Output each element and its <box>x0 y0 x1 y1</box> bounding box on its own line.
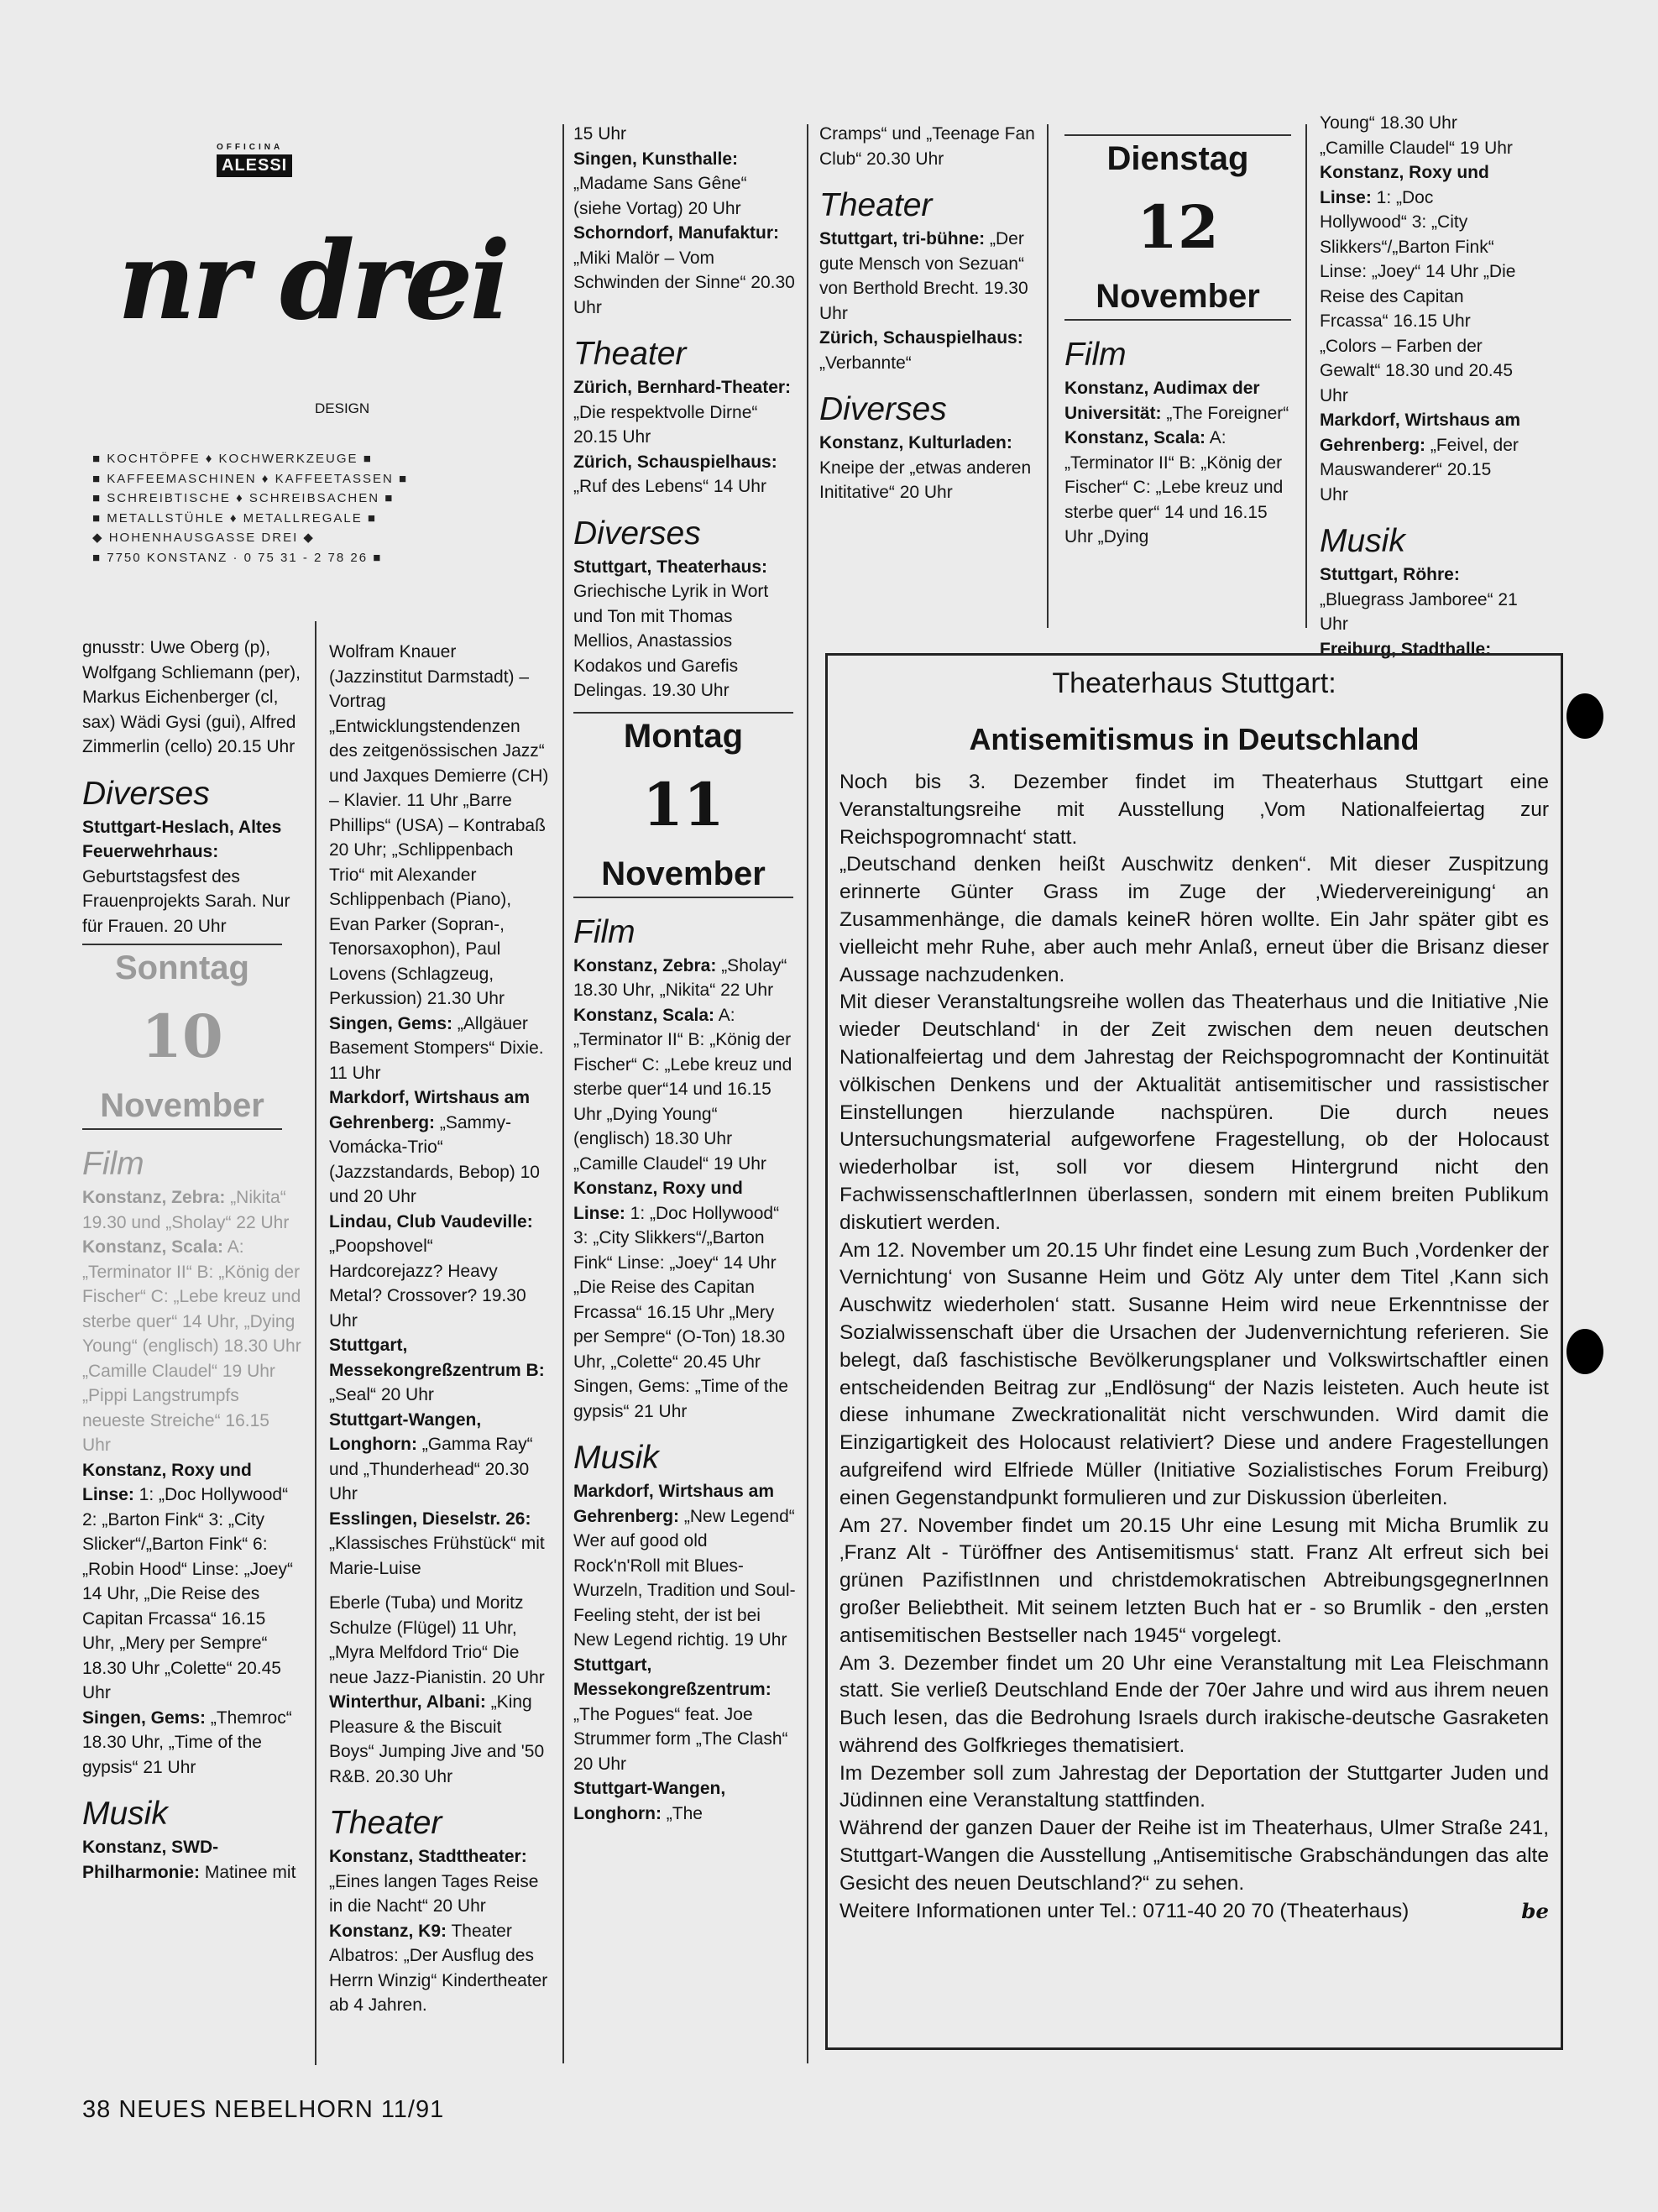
event-text: Geburtstagsfest des Frauenprojekts Sarah. Nur für Frauen. 20 Uhr <box>82 866 290 936</box>
column-divider <box>315 621 316 2065</box>
event-text: „The Pogues“ feat. Joe Strummer form „The Clash“ 20 Uhr <box>573 1704 788 1774</box>
venue-name: Lindau, Club Vaudeville: <box>329 1211 533 1232</box>
article-signature: be <box>1521 1898 1549 1923</box>
column-divider <box>1047 124 1049 628</box>
event-entry <box>819 326 1039 375</box>
event-text: „Miki Malör – Vom Schwinden der Sinne“ 20.30 Uhr <box>573 248 795 317</box>
event-text: Griechische Lyrik in Wort und Ton mit Thomas Mellios, Anastassios Kodakos und Garefis Delingas. 19.30 Uhr <box>573 582 769 700</box>
day-rule <box>1064 319 1291 321</box>
venue-name: Konstanz, K9: <box>329 1921 447 1941</box>
venue-name: Stuttgart, Röhre: <box>1320 565 1460 584</box>
event-entry <box>82 1458 302 1706</box>
day-rule <box>82 944 282 945</box>
alessi-logo: ALESSI <box>217 154 292 177</box>
event-entry <box>573 555 796 703</box>
event-entry <box>1064 426 1291 550</box>
event-text: Theater Albatros: „Der Ausflug des Herrn Winzig“ Kindertheater ab 4 Jahren. <box>329 1921 548 2015</box>
section-heading-film: Film <box>82 1146 144 1182</box>
event-entry <box>573 221 796 320</box>
column-divider <box>562 124 564 2063</box>
venue-name: Stuttgart, Messekongreßzentrum: <box>573 1655 771 1699</box>
event-text: „Seal“ 20 Uhr <box>329 1385 434 1404</box>
event-entry <box>329 1085 549 1210</box>
month: November <box>601 855 766 892</box>
venue-name: Konstanz, Scala: <box>573 1005 715 1025</box>
day-rule <box>82 1128 282 1130</box>
article-body <box>828 769 1561 1925</box>
article-title: Antisemitismus in Deutschland <box>969 722 1420 756</box>
section-heading-diverses: Diverses <box>82 775 210 812</box>
event-text: 15 Uhr <box>573 124 627 144</box>
ad-line: ■ KOCHTÖPFE ♦ KOCHWERKZEUGE ■ <box>92 452 373 466</box>
article-paragraph: Während der ganzen Dauer der Reihe ist im Theaterhaus, Ulmer Straße 241, Stuttgart-Wangen die Ausstellung „Antisemitische Grabschändungen das alte Gesicht des neuen Deutschland?“ zu sehen. <box>839 1817 1549 1895</box>
punch-hole-mark <box>1566 1329 1603 1374</box>
event-entry <box>329 1210 549 1334</box>
event-entry <box>819 227 1039 326</box>
venue-name: Singen, Kunsthalle: <box>573 149 739 169</box>
event-text: „Feivel, der Mauswanderer“ 20.15 Uhr <box>1320 435 1519 505</box>
event-entry <box>82 1185 302 1235</box>
event-entry <box>573 1776 796 1826</box>
event-entry <box>329 1919 549 2018</box>
event-entry <box>82 1835 302 1885</box>
event-text: „Ruf des Lebens“ 14 Uhr <box>573 477 766 496</box>
article-paragraph: Im Dezember soll zum Jahrestag der Deportation der Stuttgarter Juden und Jüdinnen eine Veranstaltung stattfinden. <box>839 1761 1549 1812</box>
event-text: „Gamma Ray“ und „Thunderhead“ 20.30 Uhr <box>329 1435 533 1503</box>
event-text: „Madame Sans Gêne“ (siehe Vortag) 20 Uhr <box>573 174 747 218</box>
event-entry <box>82 815 302 939</box>
page-footer: 38 NEUES NEBELHORN 11/91 <box>82 2096 445 2123</box>
day-header-montag <box>573 714 793 897</box>
article-paragraph: Am 27. November findet um 20.15 Uhr eine Lesung mit Micha Brumlik zu ‚Franz Alt - Türöffner des Antisemitismus‘ statt. Franz Alt erfreut sich bei grünen PazifistInnen und christdemokratischen AbtreibungsgegnerInnen großer Beliebtheit. Mit seinem letzten Buch hat er - so Brumlik - den „ersten antisemitischen Bestseller nach 1945“ vorgelegt. <box>839 1514 1549 1647</box>
event-entry <box>329 1012 549 1086</box>
section-heading-musik: Musik <box>573 1440 659 1476</box>
event-text: „Eines langen Tages Reise in die Nacht“ 20 Uhr <box>329 1871 539 1916</box>
venue-name: Markdorf, Wirtshaus am Gehrenberg: <box>329 1088 531 1132</box>
event-text: Young“ 18.30 Uhr „Camille Claudel“ 19 Uhr <box>1320 113 1513 158</box>
event-text: „Klassisches Frühstück“ mit Marie-Luise <box>329 1534 545 1578</box>
event-text: „Nikita“ 19.30 und „Sholay“ 22 Uhr <box>82 1188 290 1232</box>
section-heading-diverses: Diverses <box>819 391 947 427</box>
venue-name: Konstanz, Roxy und Linse: <box>82 1460 252 1504</box>
venue-name: Stuttgart-Wangen, Longhorn: <box>573 1779 726 1823</box>
venue-name: Konstanz, Scala: <box>1064 428 1206 447</box>
venue-name: Winterthur, Albani: <box>329 1692 486 1712</box>
venue-name: Konstanz, Kulturladen: <box>819 433 1012 452</box>
venue-name: Konstanz, Stadttheater: <box>329 1847 527 1866</box>
weekday: Sonntag <box>115 949 249 986</box>
event-entry <box>573 954 796 1003</box>
venue-name: Zürich, Schauspielhaus: <box>819 328 1023 348</box>
event-text: 1: „Doc Hollywood“ 3: „City Slikkers“/„Barton Fink“ Linse: „Joey“ 14 Uhr „Die Reise des Capitan Frcassa“ 16.15 Uhr „Mery per Sempre“ (O-Ton) 18.30 Uhr, „Colette“ 20.45 Uhr Singen, Gems: „Time of the gypsis“ 21 Uhr <box>573 1203 788 1421</box>
venue-name: Konstanz, Audimax der Universität: <box>1064 379 1260 423</box>
event-text: 1: „Doc Hollywood“ 2: „Barton Fink“ 3: „City Slicker“/„Barton Fink“ 6: „Robin Hood“ Linse: „Joey“ 14 Uhr, „Die Reise des Capitan Frcassa“ 16.15 Uhr, „Mery per Sempre“ 18.30 Uhr „Colette“ 20.45 Uhr <box>82 1485 293 1702</box>
article-kicker: Theaterhaus Stuttgart: <box>1052 667 1336 699</box>
article-paragraph: Noch bis 3. Dezember findet im Theaterhaus Stuttgart eine Veranstaltungsreihe mit Ausstellung ‚Vom Nationalfeiertag zur Reichspogromnacht‘ statt. <box>839 771 1549 849</box>
event-text: „Bluegrass Jamboree“ 21 Uhr <box>1320 589 1518 634</box>
event-entry <box>1064 376 1291 426</box>
ad-line: ■ KAFFEEMASCHINEN ♦ KAFFEETASSEN ■ <box>92 471 409 486</box>
venue-name: Konstanz, Zebra: <box>82 1188 226 1207</box>
section-heading-musik: Musik <box>82 1796 168 1832</box>
event-text: A: „Terminator II“ B: „König der Fischer“ C: „Lebe kreuz und sterbe quer“ 14 und 16.15 Uhr „Dying <box>1064 428 1284 546</box>
column-5 <box>1064 134 1291 550</box>
day-header-sonntag <box>82 945 282 1128</box>
venue-name: Stuttgart, tri-bühne: <box>819 229 986 248</box>
article-paragraph: Am 12. November um 20.15 Uhr findet eine Lesung zum Buch ‚Vordenker der Vernichtung‘ von Susanne Heim und Götz Aly unter dem Titel ‚Kann sich Auschwitz wiederholen‘ statt. Susanne Heim wird neue Erkenntnisse der Sozialwissenschaft über die Ursachen der Judenvernichtung referieren. Sie belegt, daß faschistische Bevölkerungsplaner und Volkswirtschaftler einen entscheidenden Beitrag zur „Endlösung“ der Nazis leisteten. Auch heute ist diese inhumane Zweckrationalität nicht verschwunden. Wird damit die Einzigartigkeit des Holocaust relativiert? Diese und andere Fragestellungen aufgreifend wird Elfriede Müller (Initiative Sozialistisches Forum Freiburg) einen Gegenstandpunkt formulieren und zur Diskussion überleiten. <box>839 1238 1549 1509</box>
event-text: „King Pleasure & the Biscuit Boys“ Jumping Jive and '50 R&B. 20.30 Uhr <box>329 1692 545 1786</box>
venue-name: Stuttgart-Wangen, Longhorn: <box>329 1409 482 1454</box>
section-heading-musik: Musik <box>1320 523 1405 559</box>
section-heading-theater: Theater <box>573 336 687 372</box>
column-divider <box>807 124 808 2063</box>
column-3 <box>573 122 796 1826</box>
venue-name: Zürich, Bernhard-Theater: <box>573 378 792 397</box>
event-text: Kneipe der „etwas anderen Inititative“ 20 Uhr <box>819 458 1032 502</box>
venue-name: Singen, Gems: <box>82 1707 207 1728</box>
venue-name: Stuttgart, Theaterhaus: <box>573 557 768 577</box>
day-number: 11 <box>642 769 724 839</box>
ad-line: ■ METALLSTÜHLE ♦ METALLREGALE ■ <box>92 510 377 526</box>
ad-list <box>92 449 408 567</box>
event-entry <box>819 431 1039 505</box>
day-number: 10 <box>141 1001 223 1071</box>
venue-name: Zürich, Schauspielhaus: <box>573 452 777 472</box>
venue-name: Schorndorf, Manufaktur: <box>573 223 779 243</box>
section-heading-theater: Theater <box>329 1805 442 1841</box>
event-text: Matinee mit <box>200 1862 296 1882</box>
event-text: „The Foreigner“ <box>1161 403 1289 423</box>
event-text: 1: „Doc Hollywood“ 3: „City Slikkers“/„Barton Fink“ Linse: „Joey“ 14 Uhr „Die Reise des Capitan Frcassa“ 16.15 Uhr „Colors – Farben der Gewalt“ 18.30 und 20.45 Uhr <box>1320 187 1516 405</box>
event-text: „Sholay“ 18.30 Uhr, „Nikita“ 22 Uhr <box>573 955 787 1000</box>
event-entry <box>573 1479 796 1653</box>
month: November <box>1096 278 1260 315</box>
event-text: Wolfram Knauer (Jazzinstitut Darmstadt) – Vortrag „Entwicklungstendenzen des zeitgenössischen Jazz“ und Jaxques Demierre (CH) – Klavier. 11 Uhr „Barre Phillips“ (USA) – Kontrabaß 20 Uhr; „Schlippenbach Trio“ mit Alexander Schlippenbach (Piano), Evan Parker (Sopran-, Tenorsaxophon), Paul Lovens (Schlagzeug, Perkussion) 21.30 Uhr <box>329 642 549 1008</box>
column-6 <box>1320 111 1521 662</box>
event-entry <box>573 375 796 450</box>
venue-name: Singen, Gems: <box>329 1013 453 1033</box>
day-rule <box>573 897 793 898</box>
venue-name: Konstanz, SWD-Philharmonie: <box>82 1838 219 1882</box>
venue-name: Markdorf, Wirtshaus am Gehrenberg: <box>1320 411 1521 455</box>
event-text: „The <box>661 1803 703 1823</box>
event-entry <box>329 1507 549 1582</box>
ad-line: ■ 7750 KONSTANZ · 0 75 31 - 2 78 26 ■ <box>92 550 383 565</box>
venue-name: Konstanz, Scala: <box>82 1237 224 1257</box>
event-text: „Die respektvolle Dirne“ 20.15 Uhr <box>573 402 758 447</box>
event-entry <box>573 1653 796 1777</box>
section-heading-theater: Theater <box>819 187 933 223</box>
ad-line: ■ SCHREIBTISCHE ♦ SCHREIBSACHEN ■ <box>92 491 395 505</box>
event-text: „Poopshovel“ Hardcorejazz? Heavy Metal? Crossover? 19.30 Uhr <box>329 1237 526 1331</box>
day-number: 12 <box>1137 192 1219 262</box>
article-paragraph: „Deutschand denken heißt Auschwitz denken“. Mit dieser Zuspitzung erinnerte Günter Grass im Zuge der ‚Wiedervereinigung‘ an Zusammenhänge, die damals keineR hören wollte. Ein Jahr später gibt es vielleicht mehr Ruhe, aber auch mehr Anlaß, erneut über die Brisanz dieser Aussage nachzudenken. <box>839 853 1549 986</box>
section-heading-diverses: Diverses <box>573 515 701 552</box>
event-entry <box>573 1003 796 1177</box>
event-entry <box>329 1333 549 1408</box>
event-entry <box>573 450 796 499</box>
event-entry <box>1320 160 1521 408</box>
event-entry <box>329 1408 549 1507</box>
article-contact: Weitere Informationen unter Tel.: 0711-40 20 70 (Theaterhaus) <box>839 1899 1410 1922</box>
ad-design-label: DESIGN <box>315 400 370 416</box>
venue-name: Markdorf, Wirtshaus am Gehrenberg: <box>573 1482 775 1526</box>
event-entry <box>1320 562 1521 637</box>
venue-name: Stuttgart, Messekongreßzentrum B: <box>329 1336 545 1380</box>
event-entry <box>329 1690 549 1789</box>
event-text: „Sammy-Vomácka-Trio“ (Jazzstandards, Bebop) 10 und 20 Uhr <box>329 1112 540 1206</box>
event-entry <box>82 1235 302 1458</box>
article-paragraph <box>839 1898 1549 1926</box>
venue-name: Konstanz, Roxy und Linse: <box>1320 163 1489 207</box>
event-text: „New Legend“ Wer auf good old Rock'n'Roll mit Blues-Wurzeln, Tradition und Soul-Feeling steht, der ist bei New Legend richtig. 19 Uhr <box>573 1506 796 1650</box>
event-entry <box>573 1176 796 1424</box>
event-entry <box>573 147 796 222</box>
section-heading-film: Film <box>1064 337 1127 373</box>
venue-name: Stuttgart-Heslach, Altes Feuerwehrhaus: <box>82 817 282 861</box>
event-text: A: „Terminator II“ B: „König der Fischer“ C: „Lebe kreuz und sterbe quer“14 und 16.15 Uhr „Dying Young“ (englisch) 18.30 Uhr „Camille Claudel“ 19 Uhr <box>573 1005 792 1174</box>
article-paragraph: Am 3. Dezember findet um 20 Uhr eine Veranstaltung mit Lea Fleischmann statt. Sie verließ Deutschland Ende der 70er Jahre und wird aus ihrem neuen Buch lesen, das die Bedrohung Israels durch irakische-deutsche Gasraketen während des Golfkrieges thematisiert. <box>839 1651 1549 1757</box>
event-text: „Verbannte“ <box>819 353 912 373</box>
day-header-dienstag <box>1064 136 1291 319</box>
venue-name: Konstanz, Roxy und Linse: <box>573 1179 743 1223</box>
film-section-faded <box>82 1145 302 1458</box>
event-text: Cramps“ und „Teenage Fan Club“ 20.30 Uhr <box>819 124 1035 169</box>
event-entry <box>82 1706 302 1781</box>
punch-hole-mark <box>1566 693 1603 739</box>
ad-line: ◆ HOHENHAUSGASSE DREI ◆ <box>92 531 315 545</box>
month: November <box>100 1087 264 1124</box>
event-text: gnusstr: Uwe Oberg (p), Wolfgang Schliemann (per), Markus Eichenberger (cl, sax) Wädi Gysi (gui), Alfred Zimmerlin (cello) 20.15 Uhr <box>82 638 301 756</box>
nr-drei-logo: nr drei <box>118 218 508 344</box>
weekday: Dienstag <box>1106 140 1249 177</box>
ad-brand-top: OFFICINA <box>217 143 284 152</box>
event-text: „Themroc“ 18.30 Uhr, „Time of the gypsis“ 21 Uhr <box>82 1707 292 1777</box>
event-text: A: „Terminator II“ B: „König der Fischer“ C: „Lebe kreuz und sterbe quer“ 14 Uhr, „Dying Young“ (englisch) 18.30 Uhr „Camille Claudel“ 19 Uhr „Pippi Langstrumpfs neueste Streiche“ 16.15 Uhr <box>82 1237 301 1455</box>
event-text: Eberle (Tuba) und Moritz Schulze (Flügel) 11 Uhr, „Myra Melfdord Trio“ Die neue Jazz-Pianistin. 20 Uhr <box>329 1593 545 1687</box>
event-text: „Allgäuer Basement Stompers“ Dixie. 11 Uhr <box>329 1013 544 1083</box>
column-2 <box>329 640 549 2018</box>
event-entry <box>329 1844 549 1919</box>
venue-name: Freiburg, Stadthalle: <box>1320 639 1492 659</box>
article-box <box>825 653 1563 2050</box>
weekday: Montag <box>623 717 744 755</box>
column-1 <box>82 635 302 1885</box>
venue-name: Esslingen, Dieselstr. 26: <box>329 1509 531 1529</box>
article-paragraph: Mit dieser Veranstaltungsreihe wollen das Theaterhaus und die Initiative ‚Nie wieder Deutschland‘ in der Zeit zwischen dem neuen deutschen Nationalfeiertag und dem Jahrestag der Reichspogromnacht der Kontinuität völkischen Denkens und der Aktualität antisemitischer und rassistischer Einstellungen hierzulande nachspüren. Die durch neues Untersuchungsmaterial aufgeworfene Fragestellung, ob der Holocaust wiederholbar ist, soll vor diesem Hintergrund nicht den FachwissenschaftlerInnen überlassen, sondern mit einem breiten Publikum diskutiert werden. <box>839 991 1549 1234</box>
venue-name: Konstanz, Zebra: <box>573 955 717 975</box>
event-entry <box>1320 408 1521 507</box>
day-rule <box>573 712 793 714</box>
event-text: „Der gute Mensch von Sezuan“ von Berthold Brecht. 19.30 Uhr <box>819 229 1028 323</box>
column-divider <box>1305 124 1307 628</box>
section-heading-film: Film <box>573 913 635 950</box>
day-rule <box>1064 134 1291 136</box>
column-4 <box>819 122 1039 505</box>
